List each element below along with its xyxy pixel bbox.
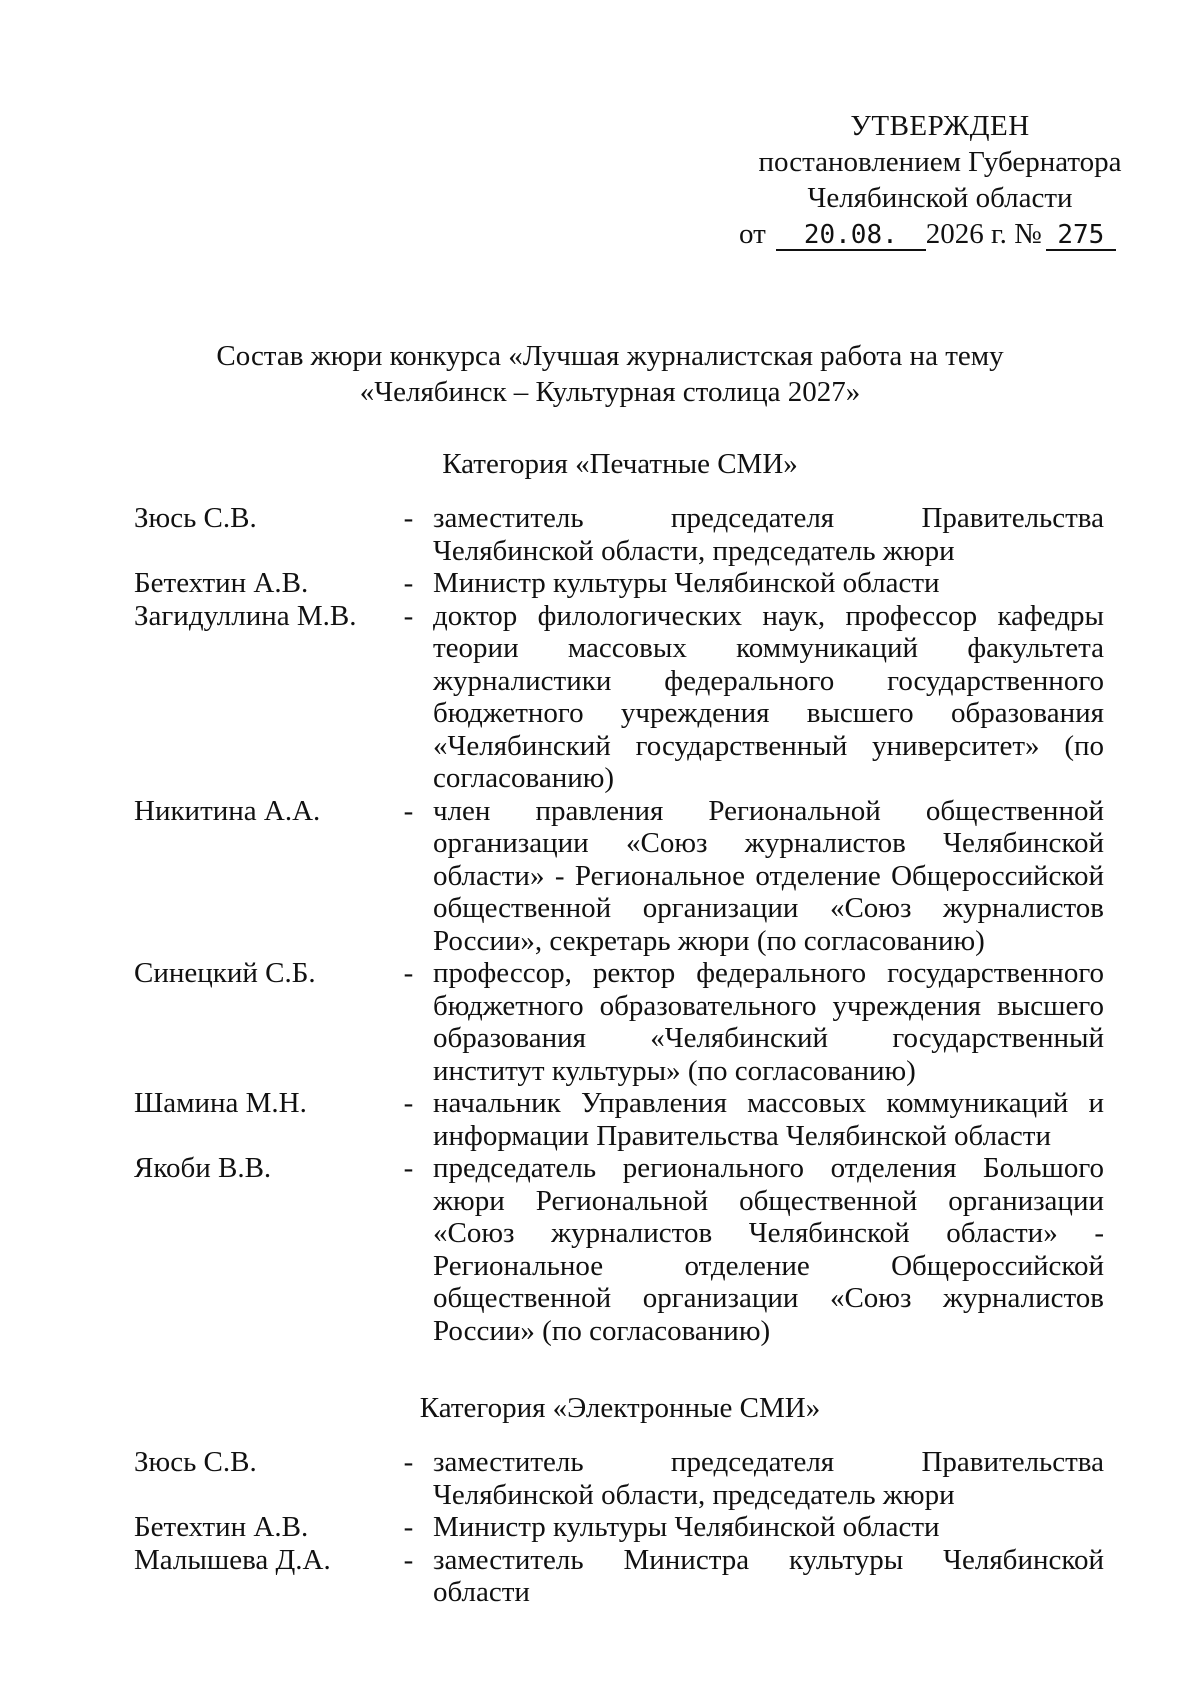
member-row xyxy=(134,795,1104,958)
approval-line-2: Челябинской области xyxy=(807,182,1073,214)
member-name: Зюсь С.В. xyxy=(134,1446,257,1478)
member-dash: - xyxy=(403,1152,414,1184)
date-value: 20.08. xyxy=(776,221,926,251)
member-list-print xyxy=(134,502,1104,1347)
member-row xyxy=(134,1544,1104,1609)
member-row xyxy=(134,957,1104,1087)
member-role: доктор филологических наук, профессор кафедры теории массовых коммуникаций факультета журналистики федерального государственного бюджетного учреждения высшего образования «Челябинский государственный университет» (по согласованию) xyxy=(433,599,1104,794)
member-dash: - xyxy=(403,1087,414,1119)
member-role: начальник Управления массовых коммуникаций и информации Правительства Челябинской области xyxy=(433,1087,1104,1152)
member-row xyxy=(134,502,1104,567)
member-row xyxy=(134,1087,1104,1152)
member-dash: - xyxy=(403,567,414,599)
year-text: 2026 г. № xyxy=(925,218,1042,250)
member-dash: - xyxy=(403,957,414,989)
date-prefix: от xyxy=(739,218,766,250)
member-role: председатель регионального отделения Большого жюри Региональной общественной организации «Союз журналистов Челябинской области» - Региональное отделение Общероссийской общественной организации «Союз журналистов России» (по согласованию) xyxy=(433,1152,1104,1347)
member-dash: - xyxy=(403,599,414,632)
member-role: Министр культуры Челябинской области xyxy=(433,1511,940,1543)
category-heading-electronic: Категория «Электронные СМИ» xyxy=(419,1392,821,1424)
member-name: Малышева Д.А. xyxy=(134,1543,331,1576)
member-row xyxy=(134,1446,1104,1511)
member-name: Синецкий С.Б. xyxy=(134,957,316,989)
category-heading-print: Категория «Печатные СМИ» xyxy=(442,448,798,480)
member-dash: - xyxy=(403,1511,414,1543)
decree-number: 275 xyxy=(1046,221,1116,251)
document-title-line-1: Состав жюри конкурса «Лучшая журналистская работа на тему xyxy=(216,340,1004,372)
member-row xyxy=(134,600,1104,795)
member-role: профессор, ректор федерального государственного бюджетного образовательного учреждения высшего образования «Челябинский государственный институт культуры» (по согласованию) xyxy=(433,957,1104,1087)
member-dash: - xyxy=(403,502,414,534)
member-name: Бетехтин А.В. xyxy=(134,1511,309,1543)
member-list-electronic xyxy=(134,1446,1104,1609)
member-dash: - xyxy=(403,1543,414,1576)
member-name: Загидуллина М.В. xyxy=(134,599,357,632)
member-role: член правления Региональной общественной организации «Союз журналистов Челябинской области» - Региональное отделение Общероссийской общественной организации «Союз журналистов России», секретарь жюри (по согласованию) xyxy=(433,794,1104,957)
member-dash: - xyxy=(403,1446,414,1478)
member-name: Шамина М.Н. xyxy=(134,1087,307,1119)
member-role: Министр культуры Челябинской области xyxy=(433,567,940,599)
member-row xyxy=(134,1152,1104,1347)
member-role: заместитель председателя Правительства Челябинской области, председатель жюри xyxy=(433,1446,1104,1511)
approval-title: УТВЕРЖДЕН xyxy=(850,110,1030,142)
document-title-line-2: «Челябинск – Культурная столица 2027» xyxy=(359,376,861,408)
document-title xyxy=(120,338,1100,410)
member-name: Якоби В.В. xyxy=(134,1152,272,1184)
member-row xyxy=(134,1511,1104,1544)
member-name: Зюсь С.В. xyxy=(134,502,257,534)
member-name: Никитина А.А. xyxy=(134,794,321,827)
approval-date-line xyxy=(735,216,1145,252)
member-dash: - xyxy=(403,794,414,827)
member-name: Бетехтин А.В. xyxy=(134,567,309,599)
member-role: заместитель председателя Правительства Челябинской области, председатель жюри xyxy=(433,502,1104,567)
approval-stamp xyxy=(735,108,1145,252)
member-role: заместитель Министра культуры Челябинской области xyxy=(433,1543,1104,1608)
member-row xyxy=(134,567,1104,600)
approval-line-1: постановлением Губернатора xyxy=(758,146,1122,178)
